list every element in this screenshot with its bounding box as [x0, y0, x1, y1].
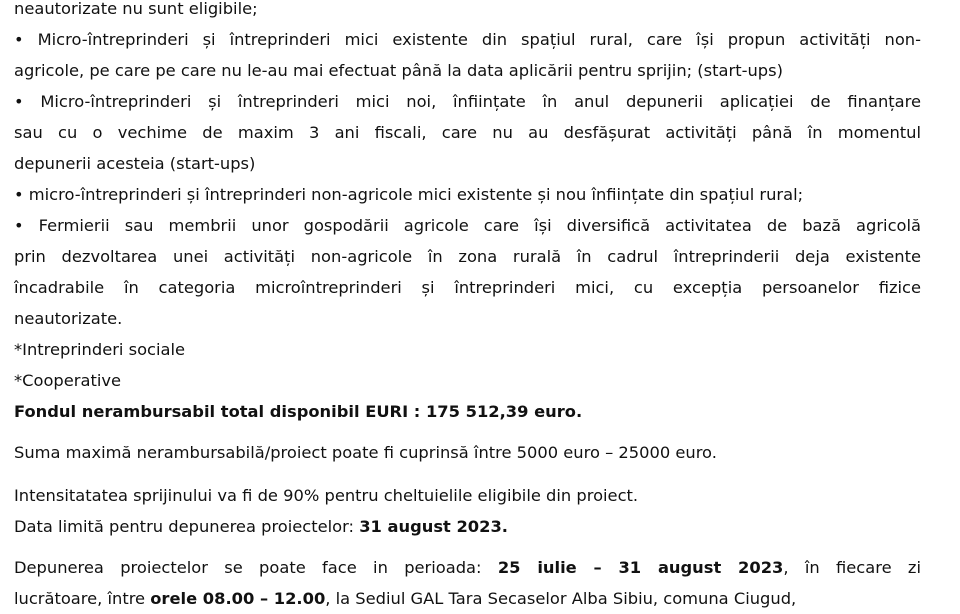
- text-line: sau cu o vechime de maxim 3 ani fiscali, care nu au desfășurat activități până în momentul: [14, 123, 921, 142]
- submission-line-2: [14, 583, 921, 614]
- text-line: • Micro-întreprinderi și întreprinderi mici noi, înființate în anul depunerii aplicației de finanțare: [14, 92, 921, 111]
- submission-suffix: , în fiecare zi: [783, 558, 921, 577]
- submission-line2-prefix: lucrătoare, între: [14, 589, 151, 608]
- text-line: neautorizate.: [14, 309, 123, 328]
- submission-period: 25 iulie – 31 august 2023: [497, 558, 784, 577]
- deadline: [14, 511, 921, 542]
- submission-prefix: Depunerea proiectelor se poate face in perioada:: [14, 558, 498, 577]
- document-page: [14, 0, 921, 614]
- text-line: • Fermierii sau membrii unor gospodării agricole care își diversifică activitatea de bază agricolă: [14, 216, 921, 235]
- submission-hours: orele 08.00 – 12.00: [150, 589, 326, 608]
- deadline-date: 31 august 2023.: [359, 517, 508, 536]
- text-line: agricole, pe care pe care nu le-au mai efectuat până la data aplicării pentru sprijin; (start-ups): [14, 61, 783, 80]
- text-line: prin dezvoltarea unei activități non-agricole în zona rurală în cadrul întreprinderii deja existente: [14, 247, 921, 266]
- text-line: *Intreprinderi sociale: [14, 340, 186, 359]
- intensity: Intensitatatea sprijinului va fi de 90% pentru cheltuielile eligibile din proiect.: [14, 486, 639, 505]
- text-line: încadrabile în categoria microîntreprinderi și întreprinderi mici, cu excepția persoanelor fizice: [14, 278, 921, 297]
- submission-line2-suffix: , la Sediul GAL Tara Secaselor Alba Sibiu, comuna Ciugud,: [325, 589, 797, 608]
- text-line: • Micro-întreprinderi și întreprinderi mici existente din spațiul rural, care își propun activități non-: [14, 30, 921, 49]
- submission-line: [14, 552, 921, 583]
- fund-total: Fondul nerambursabil total disponibil EURI : 175 512,39 euro.: [14, 402, 583, 421]
- text-line: • micro-întreprinderi și întreprinderi non-agricole mici existente și nou înființate din spațiul rural;: [14, 185, 804, 204]
- text-line: depunerii acesteia (start-ups): [14, 154, 256, 173]
- text-line: *Cooperative: [14, 371, 122, 390]
- max-amount: Suma maximă nerambursabilă/proiect poate fi cuprinsă între 5000 euro – 25000 euro.: [14, 443, 717, 462]
- text-line: neautorizate nu sunt eligibile;: [14, 0, 258, 18]
- deadline-label: Data limită pentru depunerea proiectelor:: [14, 517, 360, 536]
